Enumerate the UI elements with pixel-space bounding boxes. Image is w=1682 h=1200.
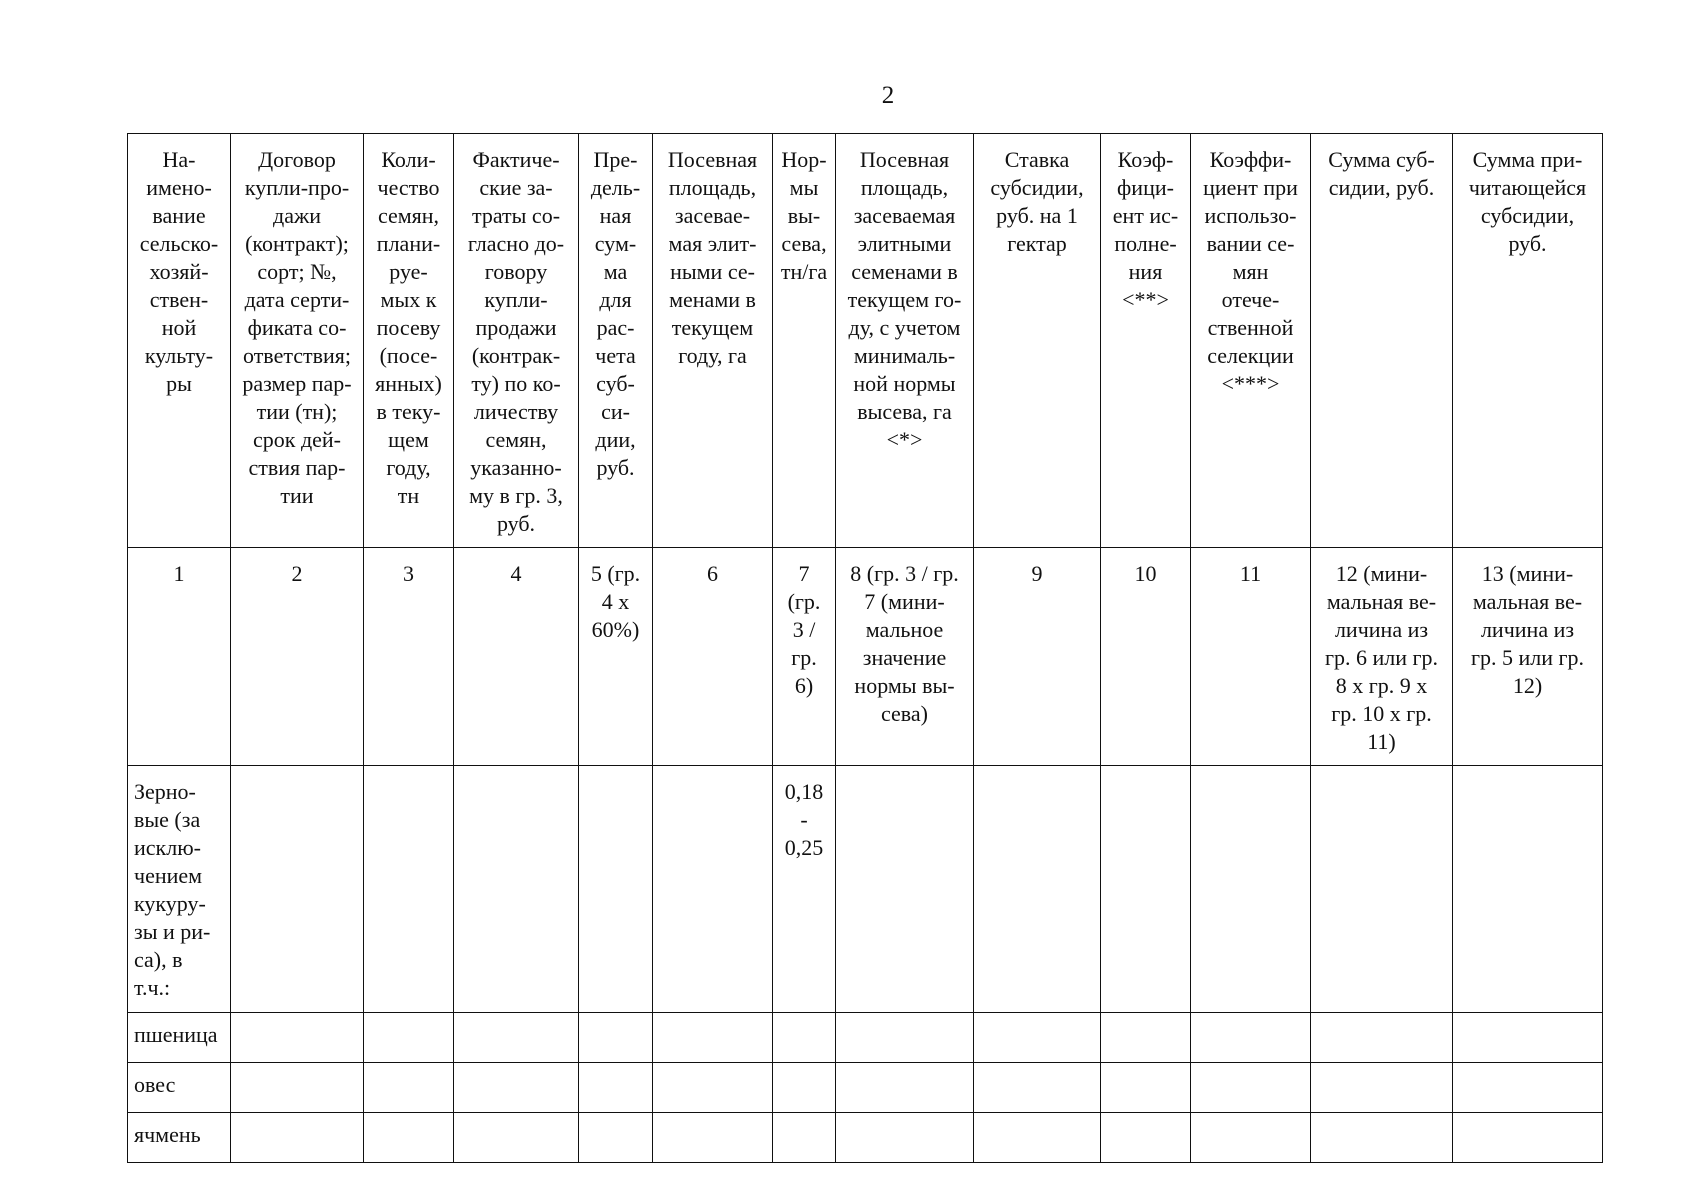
column-number-cell: 4: [454, 548, 579, 766]
column-number-cell: 6: [653, 548, 773, 766]
column-number-cell: 11: [1191, 548, 1311, 766]
table-cell: [1191, 1063, 1311, 1113]
column-number-row: [128, 548, 1603, 766]
table-cell: [231, 1113, 364, 1163]
column-number-cell: 10: [1101, 548, 1191, 766]
crop-name-cell: Зерно- вые (за исклю- чением кукуру- зы и ри- са), в т.ч.:: [128, 766, 231, 1013]
seeding-rate-cell: [773, 1113, 836, 1163]
table-cell: [579, 1063, 653, 1113]
header-cell: Коэффи- циент при использо- вании се- мян отече- ственной селекции <***>: [1191, 134, 1311, 548]
table-cell: [653, 1013, 773, 1063]
column-number-cell: 3: [364, 548, 454, 766]
table-cell: [653, 1113, 773, 1163]
header-cell: Сумма суб- сидии, руб.: [1311, 134, 1453, 548]
table-cell: [1453, 1113, 1603, 1163]
seeding-rate-cell: [773, 1063, 836, 1113]
table-cell: [1191, 766, 1311, 1013]
table-cell: [364, 1013, 454, 1063]
table-cell: [1311, 1013, 1453, 1063]
header-cell: Пре- дель- ная сум- ма для рас- чета суб- си- дии, руб.: [579, 134, 653, 548]
table-row: [128, 1063, 1603, 1113]
table-cell: [974, 1113, 1101, 1163]
table-cell: [364, 1063, 454, 1113]
table-cell: [1101, 1013, 1191, 1063]
table-cell: [1453, 1063, 1603, 1113]
table-cell: [364, 1113, 454, 1163]
crop-name-cell: овес: [128, 1063, 231, 1113]
subsidy-calculation-table: [127, 133, 1603, 1163]
table-cell: [974, 1063, 1101, 1113]
table-cell: [454, 1113, 579, 1163]
header-cell: Сумма при- читающейся субсидии, руб.: [1453, 134, 1603, 548]
table-row: [128, 1013, 1603, 1063]
table-row: [128, 766, 1603, 1013]
table-cell: [836, 1063, 974, 1113]
table-cell: [836, 766, 974, 1013]
table-cell: [364, 766, 454, 1013]
crop-name-cell: пшеница: [128, 1013, 231, 1063]
table-cell: [231, 1063, 364, 1113]
table-cell: [579, 766, 653, 1013]
table-cell: [1453, 1013, 1603, 1063]
table-cell: [1101, 766, 1191, 1013]
table-cell: [1311, 766, 1453, 1013]
column-number-cell: 13 (мини- мальная ве- личина из гр. 5 или гр. 12): [1453, 548, 1603, 766]
header-cell: Договор купли-про- дажи (контракт); сорт; №, дата серти- фиката со- ответствия; размер пар- тии (тн); срок дей- ствия пар- тии: [231, 134, 364, 548]
table-cell: [454, 1063, 579, 1113]
crop-name-cell: ячмень: [128, 1113, 231, 1163]
header-cell: Фактиче- ские за- траты со- гласно до- говору купли- продажи (контрак- ту) по ко- личеству семян, указанно- му в гр. 3, руб.: [454, 134, 579, 548]
table-cell: [231, 766, 364, 1013]
table-cell: [454, 1013, 579, 1063]
page-number: 2: [881, 82, 895, 109]
table-cell: [1101, 1063, 1191, 1113]
table-cell: [653, 1063, 773, 1113]
table-cell: [579, 1113, 653, 1163]
table-header-row: [128, 134, 1603, 548]
table-cell: [1311, 1063, 1453, 1113]
table-cell: [454, 766, 579, 1013]
table-cell: [231, 1013, 364, 1063]
table-cell: [1311, 1113, 1453, 1163]
table-cell: [974, 1013, 1101, 1063]
column-number-cell: 8 (гр. 3 / гр. 7 (мини- мальное значение нормы вы- сева): [836, 548, 974, 766]
table-cell: [836, 1113, 974, 1163]
table-row: [128, 1113, 1603, 1163]
header-cell: На- имено- вание сельско- хозяй- ствен- ной культу- ры: [128, 134, 231, 548]
header-cell: Коэф- фици- ент ис- полне- ния <**>: [1101, 134, 1191, 548]
column-number-cell: 7 (гр. 3 / гр. 6): [773, 548, 836, 766]
table-cell: [1101, 1113, 1191, 1163]
column-number-cell: 12 (мини- мальная ве- личина из гр. 6 или гр. 8 х гр. 9 х гр. 10 х гр. 11): [1311, 548, 1453, 766]
table-cell: [974, 766, 1101, 1013]
seeding-rate-cell: [773, 1013, 836, 1063]
column-number-cell: 5 (гр. 4 х 60%): [579, 548, 653, 766]
header-cell: Нор- мы вы- сева, тн/га: [773, 134, 836, 548]
column-number-cell: 9: [974, 548, 1101, 766]
column-number-cell: 2: [231, 548, 364, 766]
header-cell: Ставка субсидии, руб. на 1 гектар: [974, 134, 1101, 548]
header-cell: Посевная площадь, засеваемая элитными семенами в текущем го- ду, с учетом минималь- ной нормы высева, га <*>: [836, 134, 974, 548]
header-cell: Коли- чество семян, плани- руе- мых к посеву (посе- янных) в теку- щем году, тн: [364, 134, 454, 548]
table-cell: [836, 1013, 974, 1063]
table-cell: [653, 766, 773, 1013]
table-cell: [579, 1013, 653, 1063]
seeding-rate-cell: 0,18 - 0,25: [773, 766, 836, 1013]
header-cell: Посевная площадь, засевае- мая элит- ными се- менами в текущем году, га: [653, 134, 773, 548]
column-number-cell: 1: [128, 548, 231, 766]
table-cell: [1191, 1113, 1311, 1163]
table-cell: [1191, 1013, 1311, 1063]
table-cell: [1453, 766, 1603, 1013]
